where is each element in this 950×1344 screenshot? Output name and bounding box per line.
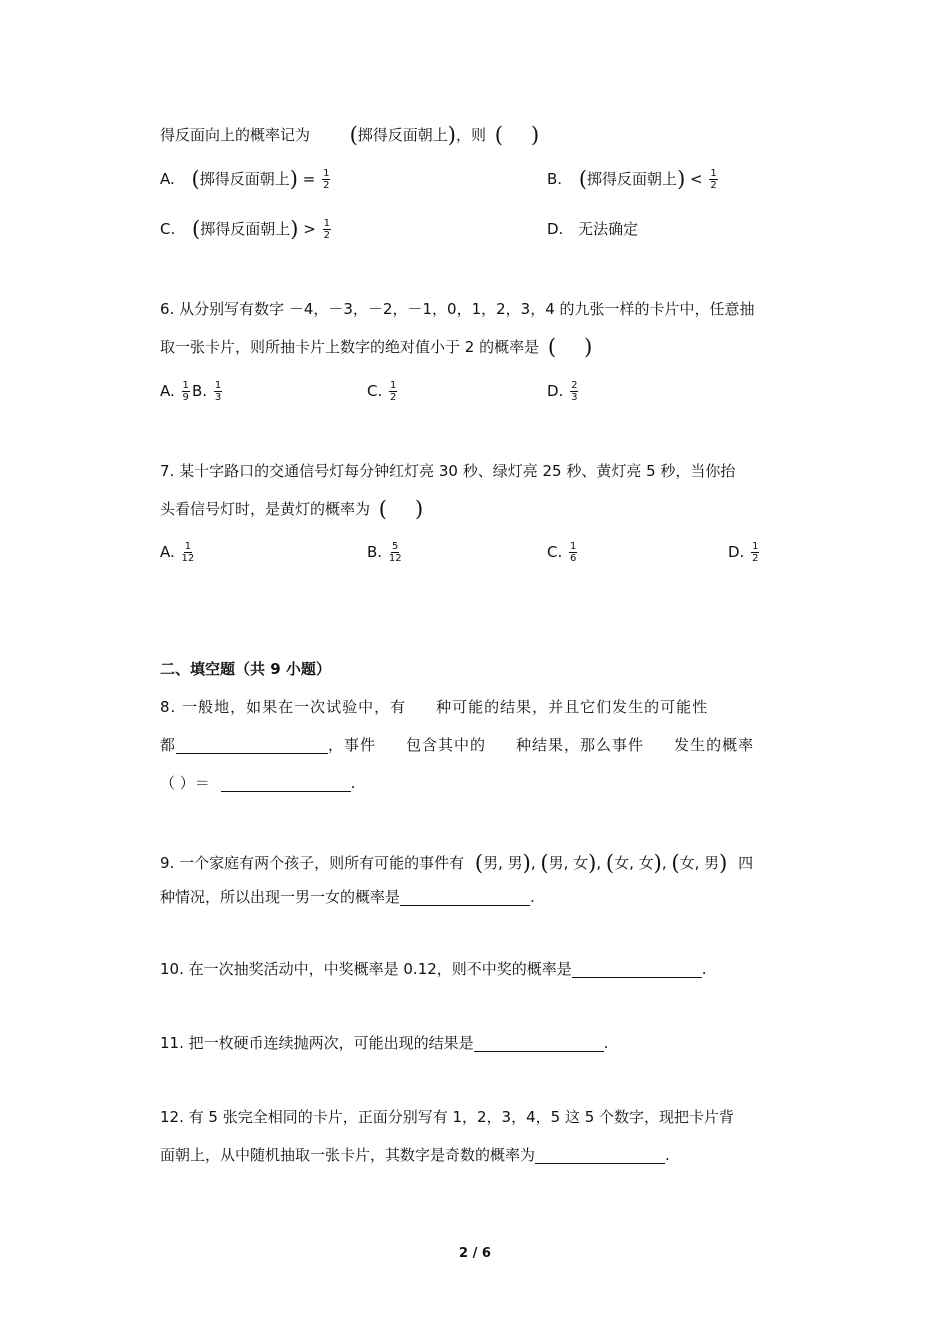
- q5-event: 掷得反面朝上: [357, 126, 448, 144]
- option-label: B.: [547, 170, 563, 188]
- q5-option-c-op: >: [303, 220, 316, 238]
- q7-stem-line1: 7. 某十字路口的交通信号灯每分钟红灯亮 30 秒、绿灯亮 25 秒、黄灯亮 5 秒，当你抬: [160, 462, 736, 480]
- q6-option-b[interactable]: [192, 378, 224, 404]
- option-label: A.: [160, 382, 175, 400]
- q8-text-2d: 种结果，那么事件: [516, 736, 645, 754]
- answer-blank[interactable]: [572, 959, 702, 978]
- answer-blank[interactable]: [221, 773, 351, 792]
- q5-option-a-op: =: [302, 170, 316, 188]
- fraction: $\frac{1}{2}$: [323, 168, 330, 191]
- q8-line3: [160, 770, 355, 796]
- q8-text-2e: 发生的概率: [674, 736, 755, 754]
- q8-text-3b: .: [350, 774, 356, 792]
- option-label: A.: [160, 543, 175, 561]
- q5-option-c[interactable]: C. (掷得反面朝上) > $\frac{1}{2}$: [160, 217, 330, 241]
- q12-text-2a: 面朝上，从中随机抽取一张卡片，其数字是奇数的概率为: [160, 1146, 536, 1164]
- q9-text-1b: 四: [738, 854, 754, 872]
- q12-line1: 12. 有 5 张完全相同的卡片，正面分别写有 1，2，3，4，5 这 5 个数字，现把卡片背: [160, 1108, 735, 1126]
- q5-option-b-op: <: [690, 170, 703, 188]
- q6-option-a[interactable]: [160, 378, 192, 404]
- q7-option-d[interactable]: [728, 539, 761, 565]
- q8-line1: [160, 694, 708, 720]
- fraction: $\frac{1}{2}$: [390, 380, 397, 403]
- fraction: $\frac{1}{6}$: [570, 541, 577, 564]
- q7-option-c[interactable]: [547, 539, 579, 565]
- q9-pair-4: 女, 男: [679, 854, 720, 872]
- q6-option-d[interactable]: [547, 378, 580, 404]
- q8-text-1b: 种可能的结果，并且它们发生的可能性: [436, 698, 709, 716]
- fraction: $\frac{1}{12}$: [181, 541, 195, 564]
- option-label: D.: [547, 382, 564, 400]
- q10-line: [160, 956, 707, 982]
- fraction: $\frac{1}{2}$: [752, 541, 759, 564]
- q9-pair-2: 男, 女: [548, 854, 589, 872]
- option-label: B.: [367, 543, 383, 561]
- option-label: C.: [367, 382, 383, 400]
- q6-option-c[interactable]: [367, 378, 399, 404]
- q11-end: .: [603, 1034, 609, 1052]
- option-label: D.: [547, 220, 564, 238]
- option-label: C.: [547, 543, 563, 561]
- q10-end: .: [701, 960, 707, 978]
- q6-stem-line2: 取一张卡片，则所抽卡片上数字的绝对值小于 2 的概率是 ( ): [160, 335, 593, 359]
- q9-text-2b: .: [530, 888, 535, 906]
- q10-text: 10. 在一次抽奖活动中，中奖概率是 0.12，则不中奖的概率是: [160, 960, 572, 978]
- q8-line2: [160, 732, 754, 758]
- q5-option-d-text: 无法确定: [578, 220, 639, 238]
- q8-text-2c: 包含其中的: [406, 736, 487, 754]
- q8-text-1a: 8. 一般地，如果在一次试验中，有: [160, 698, 407, 716]
- q9-pair-1: 男, 男: [483, 854, 523, 872]
- q9-text-1a: 9. 一个家庭有两个孩子，则所有可能的事件有: [160, 854, 465, 872]
- q5-option-b-event: 掷得反面朝上: [587, 170, 678, 188]
- q6-stem-text: 取一张卡片，则所抽卡片上数字的绝对值小于 2 的概率是: [160, 338, 540, 356]
- q9-text-2a: 种情况，所以出现一男一女的概率是: [160, 888, 401, 906]
- section-title: 二、填空题（共 9 小题）: [160, 660, 331, 678]
- q11-line: [160, 1030, 608, 1056]
- q7-option-a[interactable]: [160, 539, 196, 565]
- q11-text: 11. 把一枚硬币连续抛两次，可能出现的结果是: [160, 1034, 474, 1052]
- fraction: $\frac{1}{2}$: [710, 168, 717, 191]
- option-label: D.: [728, 543, 745, 561]
- fraction: $\frac{5}{12}$: [388, 541, 402, 564]
- q8-text-2a: 都: [160, 736, 177, 754]
- q7-option-b[interactable]: [367, 539, 404, 565]
- q9-line1: 9. 一个家庭有两个孩子，则所有可能的事件有 (男, 男), (男, 女), (女, 女), (女, 男) 四: [160, 851, 754, 875]
- page-number: 2 / 6: [459, 1246, 491, 1261]
- option-label: B.: [192, 382, 208, 400]
- option-label: C.: [160, 220, 176, 238]
- q12-line2: [160, 1142, 670, 1168]
- q8-text-3a: （ ）＝: [160, 774, 210, 792]
- q5-stem-text: 得反面向上的概率记为: [160, 126, 311, 144]
- q5-option-a[interactable]: A. (掷得反面朝上) = $\frac{1}{2}$: [160, 167, 330, 191]
- answer-blank[interactable]: [176, 735, 328, 754]
- answer-blank[interactable]: [474, 1033, 604, 1052]
- q8-text-2b: ，事件: [328, 736, 377, 754]
- answer-blank[interactable]: [535, 1145, 665, 1164]
- answer-blank[interactable]: [400, 887, 530, 906]
- fraction: $\frac{1}{2}$: [323, 218, 330, 241]
- q9-pair-3: 女, 女: [614, 854, 654, 872]
- q7-stem-text: 头看信号灯时，是黄灯的概率为: [160, 500, 371, 518]
- fraction: $\frac{1}{9}$: [182, 380, 189, 403]
- q5-option-d[interactable]: [547, 216, 638, 242]
- q5-option-b[interactable]: B. (掷得反面朝上) < $\frac{1}{2}$: [547, 167, 717, 191]
- q5-then: ，则: [456, 126, 487, 144]
- q5-option-a-event: 掷得反面朝上: [199, 170, 290, 188]
- q5-stem: 得反面向上的概率记为 (掷得反面朝上)，则 ( ): [160, 123, 540, 147]
- q9-line2: [160, 884, 535, 910]
- fraction: $\frac{1}{3}$: [214, 380, 222, 403]
- q12-text-2b: .: [665, 1146, 670, 1164]
- q6-stem-line1: 6. 从分别写有数字 －4，－3，－2，－1，0，1，2，3，4 的九张一样的卡片中，任意抽: [160, 300, 755, 318]
- q7-stem-line2: 头看信号灯时，是黄灯的概率为 ( ): [160, 497, 424, 521]
- fraction: $\frac{2}{3}$: [571, 380, 578, 403]
- option-label: A.: [160, 170, 175, 188]
- q5-option-c-event: 掷得反面朝上: [200, 220, 291, 238]
